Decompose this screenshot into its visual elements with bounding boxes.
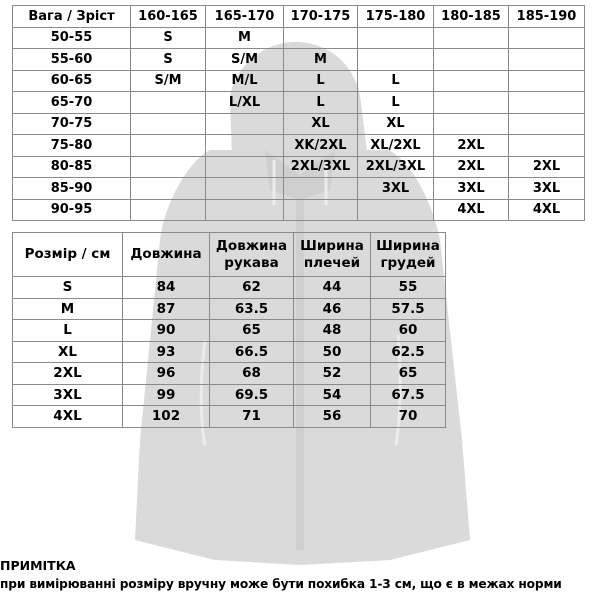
size-cell: [206, 156, 284, 178]
height-column-header: 165-170: [206, 6, 284, 28]
note-title: ПРИМІТКА: [0, 558, 76, 573]
size-cell: L: [358, 70, 434, 92]
shoulder-width-cell: 48: [294, 320, 371, 342]
size-cell: [434, 113, 509, 135]
weight-table-header: [13, 6, 585, 28]
height-column-header: 170-175: [284, 6, 358, 28]
size-cell: [509, 70, 585, 92]
height-column-header: 185-190: [509, 6, 585, 28]
chest-width-cell: 62.5: [371, 341, 446, 363]
table-row: [13, 341, 446, 363]
table-row: [13, 49, 585, 71]
size-cell: [509, 92, 585, 114]
size-cell: XL: [358, 113, 434, 135]
size-cell: 2XL/3XL: [284, 156, 358, 178]
size-cell: M: [206, 27, 284, 49]
length-cell: 87: [123, 298, 210, 320]
chest-width-cell: 60: [371, 320, 446, 342]
length-column-header: Довжина: [123, 233, 210, 277]
size-cell: S/M: [206, 49, 284, 71]
sleeve-length-cell: 65: [210, 320, 294, 342]
weight-cell: 50-55: [13, 27, 131, 49]
sleeve-length-cell: 63.5: [210, 298, 294, 320]
size-cell: 2XL: [13, 363, 123, 385]
size-cell: 3XL: [13, 384, 123, 406]
sleeve-length-cell: 68: [210, 363, 294, 385]
size-cell: [358, 49, 434, 71]
size-cell: 3XL: [434, 178, 509, 200]
size-cell: [206, 135, 284, 157]
shoulder-width-cell: 56: [294, 406, 371, 428]
size-cell: XL: [284, 113, 358, 135]
height-column-header: 180-185: [434, 6, 509, 28]
table-row: [13, 135, 585, 157]
size-cell: [434, 70, 509, 92]
size-cell: [206, 113, 284, 135]
chest-width-cell: 67.5: [371, 384, 446, 406]
size-cell: S: [131, 49, 206, 71]
length-cell: 84: [123, 277, 210, 299]
size-cell: [131, 199, 206, 221]
weight-cell: 80-85: [13, 156, 131, 178]
size-cell: [131, 156, 206, 178]
size-cell: [131, 178, 206, 200]
length-cell: 102: [123, 406, 210, 428]
size-cell: XL/2XL: [358, 135, 434, 157]
weight-cell: 85-90: [13, 178, 131, 200]
size-cell: [434, 27, 509, 49]
size-cell: M: [13, 298, 123, 320]
size-cell: L: [13, 320, 123, 342]
shoulder-width-cell: 54: [294, 384, 371, 406]
size-cell: XK/2XL: [284, 135, 358, 157]
size-cell: S: [13, 277, 123, 299]
size-cell: [509, 113, 585, 135]
size-cell: 2XL/3XL: [358, 156, 434, 178]
size-table-body: [13, 277, 446, 428]
length-cell: 96: [123, 363, 210, 385]
weight-cell: 75-80: [13, 135, 131, 157]
size-cell: S/M: [131, 70, 206, 92]
sleeve-length-cell: 69.5: [210, 384, 294, 406]
size-cell: S: [131, 27, 206, 49]
size-cell: [206, 178, 284, 200]
size-cell: 3XL: [509, 178, 585, 200]
size-cell: 4XL: [13, 406, 123, 428]
length-cell: 90: [123, 320, 210, 342]
shoulder-width-cell: 52: [294, 363, 371, 385]
length-cell: 93: [123, 341, 210, 363]
weight-cell: 60-65: [13, 70, 131, 92]
sleeve-length-cell: 66.5: [210, 341, 294, 363]
size-cell: [131, 113, 206, 135]
size-cell: [358, 199, 434, 221]
chest-width-column-header: Ширина грудей: [371, 233, 446, 277]
weight-cell: 90-95: [13, 199, 131, 221]
size-table-header: [13, 233, 446, 277]
table-row: [13, 406, 446, 428]
table-row: [13, 363, 446, 385]
size-cell: [358, 27, 434, 49]
note-text: при вимірюванні розміру вручну може бути похибка 1-3 см, що є в межах норми: [0, 577, 562, 591]
table-row: [13, 277, 446, 299]
size-cell: [131, 135, 206, 157]
weight-table-body: [13, 27, 585, 221]
table-row: [13, 298, 446, 320]
size-cell: 3XL: [358, 178, 434, 200]
size-cell: L: [358, 92, 434, 114]
size-cell: M: [284, 49, 358, 71]
weight-height-size-table: [12, 5, 585, 221]
weight-cell: 65-70: [13, 92, 131, 114]
height-column-header: 175-180: [358, 6, 434, 28]
size-measurements-table: [12, 232, 446, 428]
size-cell: 4XL: [434, 199, 509, 221]
chest-width-cell: 65: [371, 363, 446, 385]
weight-table-corner-header: Вага / Зріст: [13, 6, 131, 28]
size-cell: [509, 27, 585, 49]
shoulder-width-column-header: Ширина плечей: [294, 233, 371, 277]
table-row: [13, 384, 446, 406]
size-cell: [284, 199, 358, 221]
size-cell: [509, 135, 585, 157]
table-row: [13, 156, 585, 178]
chest-width-cell: 57.5: [371, 298, 446, 320]
size-cell: L: [284, 70, 358, 92]
size-cell: M/L: [206, 70, 284, 92]
size-cell: 2XL: [434, 135, 509, 157]
shoulder-width-cell: 44: [294, 277, 371, 299]
sleeve-length-cell: 71: [210, 406, 294, 428]
size-cell: XL: [13, 341, 123, 363]
size-cell: 2XL: [434, 156, 509, 178]
sleeve-length-column-header: Довжина рукава: [210, 233, 294, 277]
shoulder-width-cell: 46: [294, 298, 371, 320]
size-column-header: Розмір / см: [13, 233, 123, 277]
length-cell: 99: [123, 384, 210, 406]
table-row: [13, 27, 585, 49]
weight-cell: 70-75: [13, 113, 131, 135]
size-cell: [434, 92, 509, 114]
sleeve-length-cell: 62: [210, 277, 294, 299]
size-cell: [131, 92, 206, 114]
size-cell: 4XL: [509, 199, 585, 221]
table-row: [13, 199, 585, 221]
shoulder-width-cell: 50: [294, 341, 371, 363]
chest-width-cell: 55: [371, 277, 446, 299]
table-row: [13, 70, 585, 92]
size-cell: [509, 49, 585, 71]
size-cell: [206, 199, 284, 221]
table-row: [13, 178, 585, 200]
size-cell: L/XL: [206, 92, 284, 114]
height-column-header: 160-165: [131, 6, 206, 28]
chest-width-cell: 70: [371, 406, 446, 428]
size-cell: [434, 49, 509, 71]
table-row: [13, 92, 585, 114]
weight-cell: 55-60: [13, 49, 131, 71]
table-row: [13, 320, 446, 342]
size-cell: 2XL: [509, 156, 585, 178]
size-cell: L: [284, 92, 358, 114]
table-row: [13, 113, 585, 135]
size-cell: [284, 178, 358, 200]
size-cell: [284, 27, 358, 49]
